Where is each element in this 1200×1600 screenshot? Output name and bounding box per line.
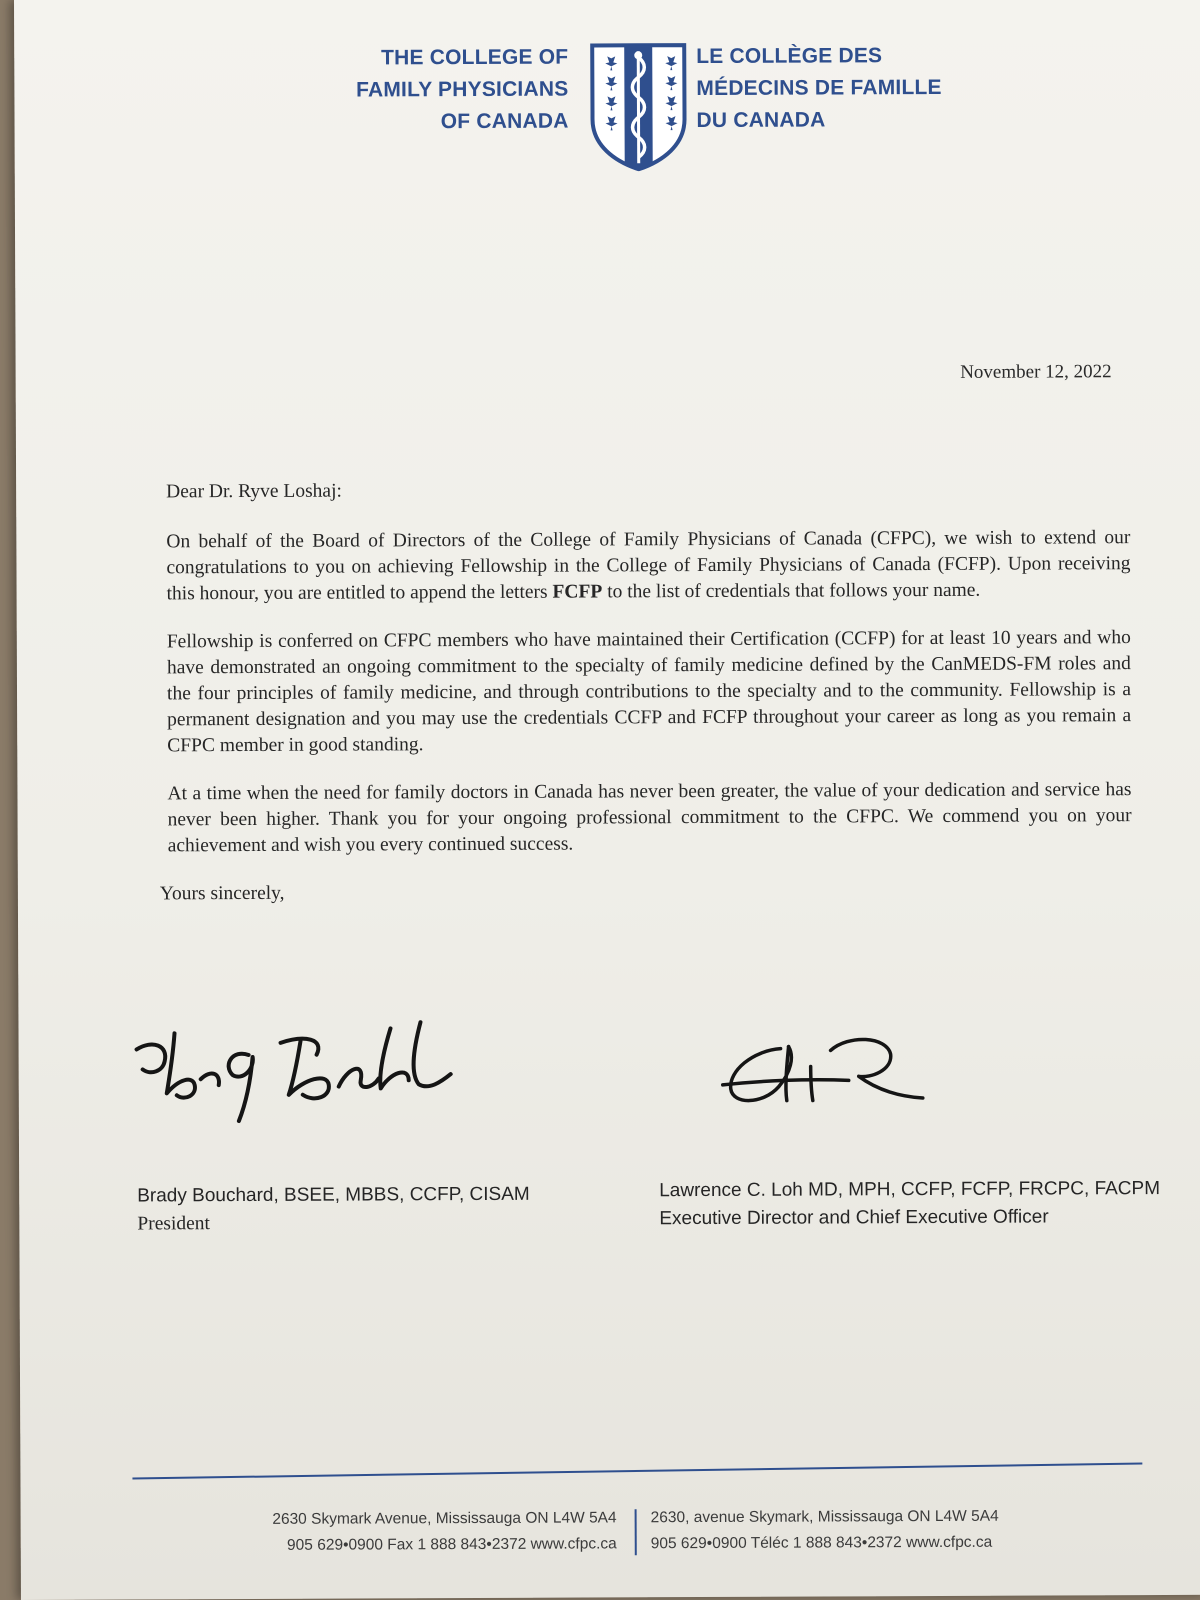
salutation: Dear Dr. Ryve Loshaj: [166,480,342,503]
letter-body [159,475,1132,907]
signatory-president [137,1181,530,1239]
footer-contact: 905 629•0900 Fax 1 888 843•2372 www.cfpc.ca [287,1535,617,1554]
logo-english-line: THE COLLEGE OF [381,45,569,70]
logo-english-line: FAMILY PHYSICIANS [356,77,569,102]
footer-contact: 905 629•0900 Téléc 1 888 843•2372 www.cfpc.ca [650,1533,993,1553]
signatory-name: Brady Bouchard, BSEE, MBBS, CCFP, CISAM [137,1183,530,1207]
footer-rule [132,1463,1142,1480]
logo-french-line: LE COLLÈGE DES [696,44,883,69]
caduceus-shield-icon [588,41,689,171]
footer-english [272,1505,617,1559]
logo-french-line: MÉDECINS DE FAMILLE [696,75,942,101]
paragraph-1 [166,525,1130,607]
signatory-title: Executive Director and Chief Executive Officer [659,1206,1049,1230]
signature-president-icon [128,1008,459,1129]
credential-bold: FCFP [552,581,603,603]
footer-divider [635,1509,637,1555]
signatory-title: President [137,1213,210,1235]
paragraph-1-text: On behalf of the Board of Directors of the College of Family Physicians of Canada (CFPC), we wish to extend our congratulations to you on achieving Fellowship in the College of Family Physicians of Canada (FCFP). Upon receiving this honour, you are entitled to append the letters [166,527,1131,605]
footer [21,1503,1200,1554]
signatory-executive-director [659,1175,1160,1233]
logo-french-name [696,40,942,137]
letter-page [14,0,1200,1600]
logo-english-line: OF CANADA [440,109,569,134]
logo-english-name [356,42,569,139]
footer-address: 2630, avenue Skymark, Mississauga ON L4W 5A4 [650,1507,999,1527]
paragraph-2: Fellowship is conferred on CFPC members who have maintained their Certification (CCFP) for at least 10 years and who have demonstrated an ongoing commitment to the specialty of family medicine defined by the CanMEDS-FM roles and the four principles of family medicine, and through contributions to the specialty and to the community. Fellowship is a permanent designation and you may use the credentials CCFP and FCFP throughout your career as long as you remain a CFPC member in good standing. [166,627,1132,757]
paragraph-1-text-end: to the list of credentials that follows your name. [602,579,981,603]
signature-executive-director-icon [718,1026,928,1117]
letter-date: November 12, 2022 [960,361,1112,383]
paragraph-3: At a time when the need for family doctors in Canada has never been greater, the value of your dedication and service has never been higher. Thank you for your ongoing professional commitment to the CFPC. We commend you on your achievement and wish you every continued success. [167,779,1132,857]
signatory-name: Lawrence C. Loh MD, MPH, CCFP, FCFP, FRCPC, FACPM [659,1178,1161,1202]
letterhead-logo [14,39,1200,174]
logo-french-line: DU CANADA [696,108,826,133]
footer-french [651,1504,999,1558]
closing: Yours sincerely, [159,882,285,905]
footer-address: 2630 Skymark Avenue, Mississauga ON L4W 5A4 [272,1509,617,1528]
